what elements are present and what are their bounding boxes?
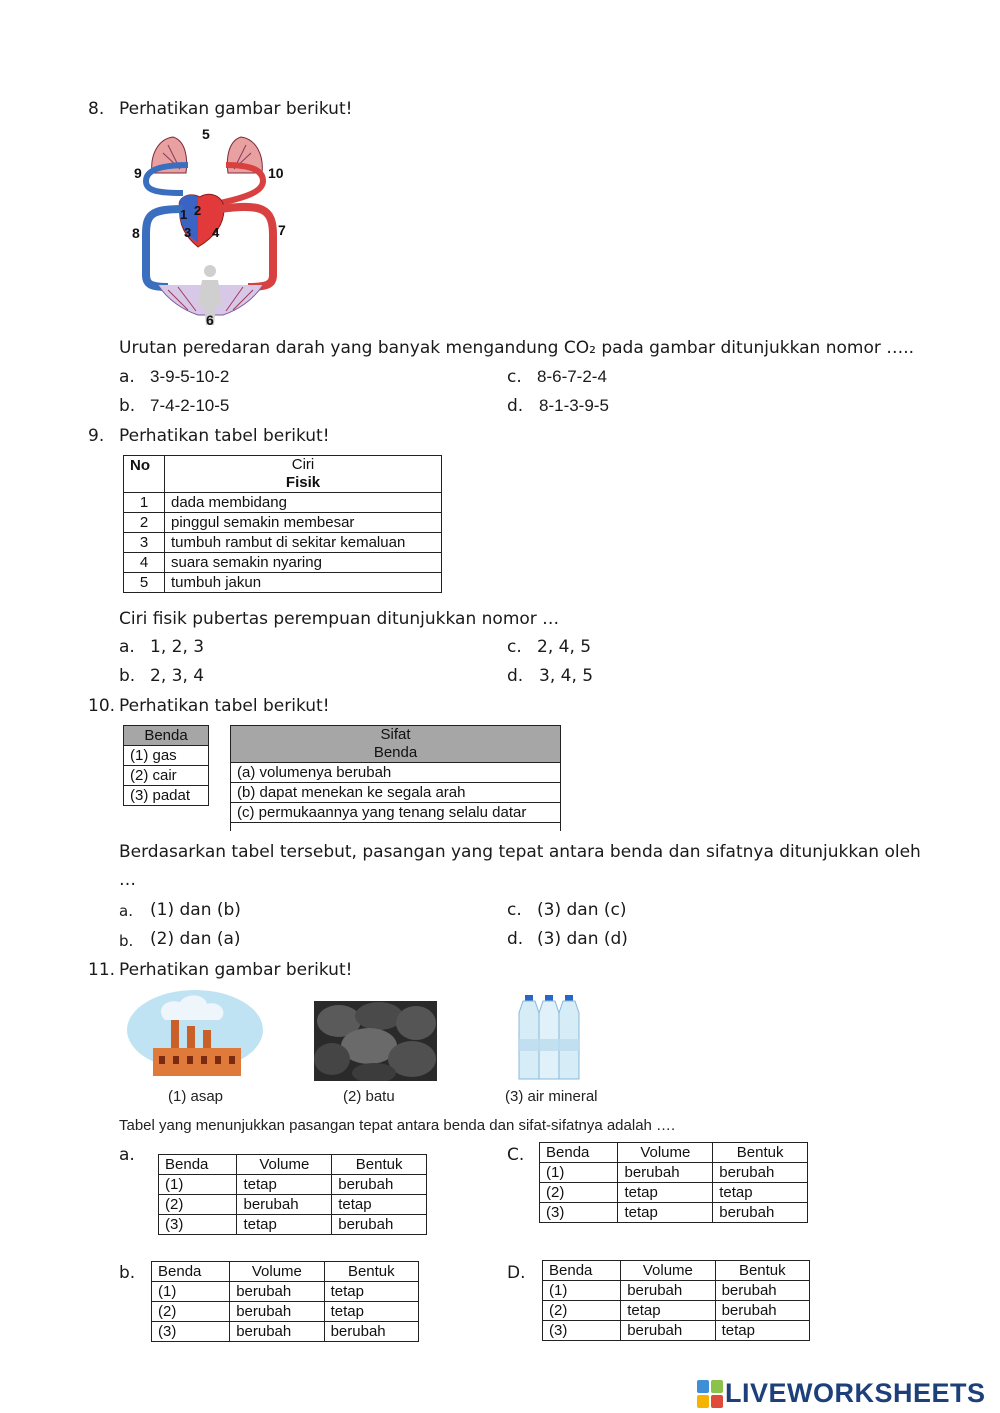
q10-number: 10. (88, 696, 116, 716)
q9-row-ciri: dada membidang (165, 493, 442, 513)
table-row (231, 783, 561, 803)
q10-benda-item: (3) padat (124, 786, 209, 806)
q11-question: Tabel yang menunjukkan pasangan tepat antara benda dan sifat-sifatnya adalah …. (119, 1117, 676, 1134)
cell: berubah (324, 1322, 418, 1342)
cell: tetap (237, 1175, 332, 1195)
label-4: 4 (212, 225, 220, 240)
q10-sifat-table (230, 725, 561, 831)
cell: (3) (159, 1215, 237, 1235)
table-row (543, 1321, 810, 1341)
q10-option-d-letter: d. (507, 929, 524, 949)
q9-row-ciri: tumbuh jakun (165, 573, 442, 593)
table-row (543, 1301, 810, 1321)
cell: (3) (152, 1322, 230, 1342)
table-row (159, 1175, 427, 1195)
q9-header-ciri-2: Fisik (285, 474, 321, 491)
q8-option-c[interactable]: 8-6-7-2-4 (537, 367, 607, 386)
label-5: 5 (202, 126, 210, 142)
q10-option-a-letter: a. (119, 902, 133, 920)
header-bentuk: Bentuk (713, 1143, 808, 1163)
cell: berubah (230, 1322, 324, 1342)
q11-option-c-letter: C. (507, 1145, 525, 1165)
cell: berubah (618, 1163, 713, 1183)
q9-row-no: 3 (124, 533, 165, 553)
q9-option-b-letter: b. (119, 666, 136, 686)
header-volume: Volume (618, 1143, 713, 1163)
q9-row-no: 5 (124, 573, 165, 593)
table-row (540, 1183, 808, 1203)
header-volume: Volume (237, 1155, 332, 1175)
q11-caption-1: (1) asap (168, 1088, 224, 1105)
cell: (1) (543, 1281, 621, 1301)
q10-sifat-table-clip (230, 725, 562, 831)
cell: berubah (715, 1301, 809, 1321)
factory-smoke-image (125, 990, 265, 1082)
q9-option-b[interactable]: 2, 3, 4 (150, 666, 205, 686)
cell: (1) (159, 1175, 237, 1195)
q8-number: 8. (88, 99, 105, 119)
table-row (124, 513, 442, 533)
q11-number: 11. (88, 960, 116, 980)
q9-prompt: Perhatikan tabel berikut! (119, 426, 330, 446)
table-row (159, 1195, 427, 1215)
q9-row-ciri: pinggul semakin membesar (165, 513, 442, 533)
water-bottles-image (515, 993, 587, 1083)
q10-option-c-letter: c. (507, 900, 522, 920)
q9-option-c[interactable]: 2, 4, 5 (537, 637, 592, 657)
cell: berubah (621, 1281, 715, 1301)
q11-option-b-letter: b. (119, 1263, 136, 1283)
header-bentuk: Bentuk (332, 1155, 427, 1175)
q8-option-a-letter: a. (119, 367, 135, 387)
q9-option-d-letter: d. (507, 666, 524, 686)
q10-option-b-letter: b. (119, 932, 134, 950)
label-2: 2 (194, 203, 202, 218)
q10-sifat-item: (a) volumenya berubah (231, 763, 561, 783)
header-benda: Benda (159, 1155, 237, 1175)
table-row (152, 1322, 419, 1342)
blood-circulation-diagram (128, 125, 303, 330)
label-10: 10 (268, 165, 284, 181)
header-volume: Volume (230, 1262, 324, 1282)
q11-caption-2: (2) batu (343, 1088, 395, 1105)
cell: tetap (621, 1301, 715, 1321)
table-row (124, 553, 442, 573)
q10-sifat-item: (b) dapat menekan ke segala arah (231, 783, 561, 803)
q10-benda-item: (1) gas (124, 746, 209, 766)
table-row (124, 766, 209, 786)
cell: berubah (713, 1163, 808, 1183)
table-row (124, 533, 442, 553)
label-6: 6 (206, 312, 214, 328)
q9-option-d[interactable]: 3, 4, 5 (539, 666, 594, 686)
label-9: 9 (134, 165, 142, 181)
q10-prompt: Perhatikan tabel berikut! (119, 696, 330, 716)
cell: berubah (230, 1302, 324, 1322)
table-row (152, 1282, 419, 1302)
header-benda: Benda (152, 1262, 230, 1282)
q8-option-a[interactable]: 3-9-5-10-2 (150, 367, 230, 386)
cell: (2) (540, 1183, 618, 1203)
cell: (3) (543, 1321, 621, 1341)
q11-option-b-table[interactable] (151, 1261, 419, 1342)
q10-benda-item: (2) cair (124, 766, 209, 786)
liveworksheets-logo[interactable] (697, 1378, 986, 1409)
q10-sifat-item: (c) permukaannya yang tenang selalu datar (231, 803, 561, 823)
cell: tetap (715, 1321, 809, 1341)
table-row (540, 1163, 808, 1183)
table-row (124, 493, 442, 513)
cell: tetap (713, 1183, 808, 1203)
cell: berubah (713, 1203, 808, 1223)
header-bentuk: Bentuk (324, 1262, 418, 1282)
cell: tetap (332, 1195, 427, 1215)
cell: (2) (159, 1195, 237, 1215)
q8-option-b[interactable]: 7-4-2-10-5 (150, 396, 230, 415)
cell: berubah (332, 1215, 427, 1235)
table-row (540, 1203, 808, 1223)
q11-option-d-table[interactable] (542, 1260, 810, 1341)
table-row (543, 1281, 810, 1301)
liveworksheets-logo-icon (697, 1380, 723, 1408)
q10-benda-header: Benda (124, 726, 209, 746)
liveworksheets-brand: LIVEWORKSHEETS (725, 1378, 986, 1408)
q9-table (123, 455, 442, 593)
cell: berubah (621, 1321, 715, 1341)
q11-option-c-table[interactable] (539, 1142, 808, 1223)
q11-option-a-letter: a. (119, 1145, 135, 1165)
table-row (152, 1302, 419, 1322)
label-8: 8 (132, 225, 140, 241)
cell: (2) (543, 1301, 621, 1321)
q8-option-c-letter: c. (507, 367, 522, 387)
q8-option-b-letter: b. (119, 396, 136, 416)
q10-option-d[interactable]: (3) dan (d) (537, 929, 628, 949)
q11-caption-3: (3) air mineral (505, 1088, 598, 1105)
q9-row-no: 2 (124, 513, 165, 533)
q9-row-no: 1 (124, 493, 165, 513)
rock-image (314, 1001, 437, 1081)
q9-row-ciri: tumbuh rambut di sekitar kemaluan (165, 533, 442, 553)
table-row (231, 803, 561, 823)
q9-header-no: No (124, 456, 165, 493)
q9-row-ciri: suara semakin nyaring (165, 553, 442, 573)
header-benda: Benda (543, 1261, 621, 1281)
q9-row-no: 4 (124, 553, 165, 573)
q10-option-c[interactable]: (3) dan (c) (537, 900, 627, 920)
cell: (2) (152, 1302, 230, 1322)
cell: berubah (332, 1175, 427, 1195)
label-1: 1 (180, 207, 188, 222)
label-3: 3 (184, 225, 192, 240)
q9-option-a-letter: a. (119, 637, 135, 657)
table-row (231, 763, 561, 783)
q8-question: Urutan peredaran darah yang banyak mengandung CO₂ pada gambar ditunjukkan nomor ….. (119, 338, 915, 358)
cell: berubah (715, 1281, 809, 1301)
q10-option-a[interactable]: (1) dan (b) (150, 900, 241, 920)
cell: tetap (618, 1183, 713, 1203)
q11-option-a-table[interactable] (158, 1154, 427, 1235)
cell: (1) (152, 1282, 230, 1302)
q10-sifat-header-2: Benda (373, 744, 418, 761)
label-7: 7 (278, 222, 286, 238)
table-row (159, 1215, 427, 1235)
q9-header-ciri-1: Ciri (291, 456, 315, 473)
cell: berubah (230, 1282, 324, 1302)
header-volume: Volume (621, 1261, 715, 1281)
q9-header-ciri (165, 456, 442, 493)
q10-sifat-header (231, 726, 561, 763)
q8-option-d-letter: d. (507, 396, 524, 416)
q9-number: 9. (88, 426, 105, 446)
q10-option-b[interactable]: (2) dan (a) (150, 929, 241, 949)
q10-sifat-header-1: Sifat (380, 726, 411, 743)
q8-option-d[interactable]: 8-1-3-9-5 (539, 396, 609, 415)
q11-prompt: Perhatikan gambar berikut! (119, 960, 353, 980)
q9-question: Ciri fisik pubertas perempuan ditunjukkan nomor … (119, 609, 560, 629)
header-bentuk: Bentuk (715, 1261, 809, 1281)
table-row (124, 573, 442, 593)
header-benda: Benda (540, 1143, 618, 1163)
cell: (1) (540, 1163, 618, 1183)
q10-question: Berdasarkan tabel tersebut, pasangan yang tepat antara benda dan sifatnya ditunjukkan oleh (119, 842, 921, 862)
cell: tetap (618, 1203, 713, 1223)
cell: tetap (324, 1282, 418, 1302)
cell: berubah (237, 1195, 332, 1215)
q9-option-a[interactable]: 1, 2, 3 (150, 637, 205, 657)
table-row (124, 746, 209, 766)
cell: (3) (540, 1203, 618, 1223)
cell: tetap (324, 1302, 418, 1322)
q10-benda-table (123, 725, 209, 806)
cell: tetap (237, 1215, 332, 1235)
q11-option-d-letter: D. (507, 1263, 526, 1283)
table-row (124, 786, 209, 806)
q8-prompt: Perhatikan gambar berikut! (119, 99, 353, 119)
q9-option-c-letter: c. (507, 637, 522, 657)
q10-question-cont: … (119, 870, 136, 890)
